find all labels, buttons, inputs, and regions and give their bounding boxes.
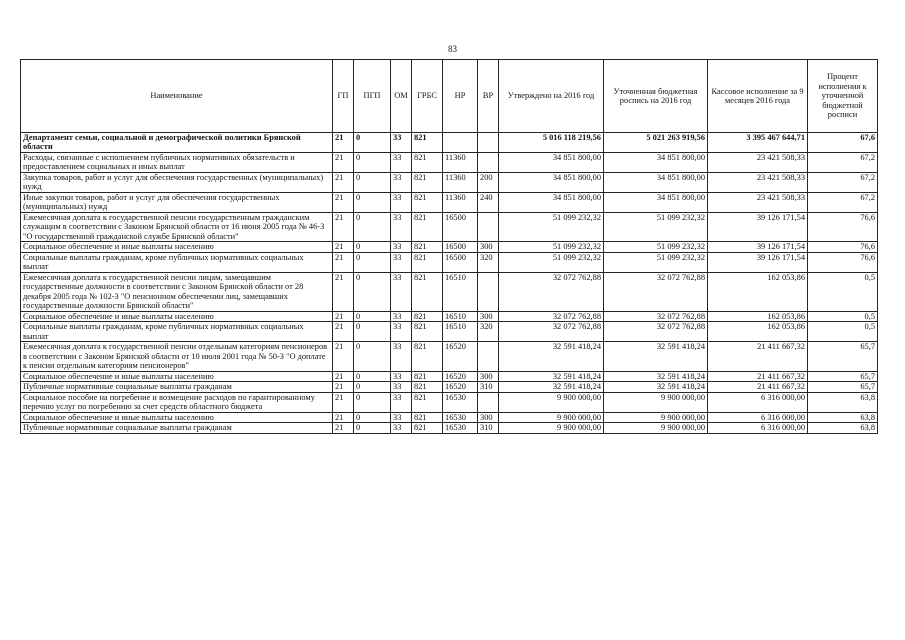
cell-np: 16530 <box>443 412 478 422</box>
cell-vr: 300 <box>478 311 499 321</box>
cell-gp: 21 <box>333 172 354 192</box>
cell-approved: 5 016 118 219,56 <box>499 133 604 153</box>
cell-gp: 21 <box>333 192 354 212</box>
cell-pgp: 0 <box>354 192 391 212</box>
cell-refined: 32 072 762,88 <box>604 272 708 311</box>
cell-pgp: 0 <box>354 412 391 422</box>
cell-cash: 6 316 000,00 <box>708 392 808 412</box>
cell-pgp: 0 <box>354 322 391 342</box>
cell-grbs: 821 <box>412 371 443 381</box>
cell-om: 33 <box>391 272 412 311</box>
cell-om: 33 <box>391 152 412 172</box>
cell-name: Публичные нормативные социальные выплаты гражданам <box>21 382 333 392</box>
cell-vr: 240 <box>478 192 499 212</box>
cell-approved: 51 099 232,32 <box>499 252 604 272</box>
cell-refined: 32 072 762,88 <box>604 311 708 321</box>
cell-approved: 32 591 418,24 <box>499 382 604 392</box>
cell-om: 33 <box>391 311 412 321</box>
cell-vr: 310 <box>478 423 499 433</box>
cell-percent: 0,5 <box>808 272 878 311</box>
cell-om: 33 <box>391 371 412 381</box>
cell-np: 16500 <box>443 252 478 272</box>
table-row <box>21 133 878 153</box>
cell-gp: 21 <box>333 152 354 172</box>
cell-name: Департамент семьи, социальной и демографической политики Брянской области <box>21 133 333 153</box>
cell-vr: 300 <box>478 242 499 252</box>
cell-percent: 65,7 <box>808 371 878 381</box>
cell-cash: 6 316 000,00 <box>708 412 808 422</box>
cell-gp: 21 <box>333 252 354 272</box>
cell-percent: 0,5 <box>808 322 878 342</box>
cell-om: 33 <box>391 133 412 153</box>
header-cash: Кассовое исполнение за 9 месяцев 2016 года <box>708 60 808 133</box>
cell-pgp: 0 <box>354 392 391 412</box>
cell-percent: 0,5 <box>808 311 878 321</box>
cell-percent: 63,8 <box>808 423 878 433</box>
cell-grbs: 821 <box>412 272 443 311</box>
cell-approved: 32 072 762,88 <box>499 272 604 311</box>
cell-cash: 39 126 171,54 <box>708 212 808 241</box>
cell-percent: 76,6 <box>808 242 878 252</box>
header-name: Наименование <box>21 60 333 133</box>
cell-grbs: 821 <box>412 172 443 192</box>
header-pgp: ПГП <box>354 60 391 133</box>
cell-grbs: 821 <box>412 342 443 371</box>
cell-np: 11360 <box>443 192 478 212</box>
cell-gp: 21 <box>333 371 354 381</box>
cell-vr <box>478 272 499 311</box>
table-row <box>21 342 878 371</box>
cell-np: 16510 <box>443 311 478 321</box>
header-vr: ВР <box>478 60 499 133</box>
cell-grbs: 821 <box>412 152 443 172</box>
cell-vr: 300 <box>478 371 499 381</box>
cell-approved: 32 591 418,24 <box>499 371 604 381</box>
cell-om: 33 <box>391 252 412 272</box>
cell-om: 33 <box>391 242 412 252</box>
cell-percent: 65,7 <box>808 382 878 392</box>
cell-om: 33 <box>391 392 412 412</box>
cell-gp: 21 <box>333 412 354 422</box>
header-refined: Уточненная бюджетная роспись на 2016 год <box>604 60 708 133</box>
table-row <box>21 152 878 172</box>
cell-percent: 67,2 <box>808 192 878 212</box>
header-np: НР <box>443 60 478 133</box>
cell-name: Закупка товаров, работ и услуг для обеспечения государственных (муниципальных) нужд <box>21 172 333 192</box>
cell-pgp: 0 <box>354 242 391 252</box>
cell-cash: 39 126 171,54 <box>708 252 808 272</box>
cell-np: 16530 <box>443 392 478 412</box>
cell-np: 16520 <box>443 371 478 381</box>
table-row <box>21 192 878 212</box>
table-row <box>21 412 878 422</box>
cell-cash: 21 411 667,32 <box>708 382 808 392</box>
cell-approved: 34 851 800,00 <box>499 172 604 192</box>
cell-grbs: 821 <box>412 252 443 272</box>
cell-grbs: 821 <box>412 133 443 153</box>
cell-refined: 9 900 000,00 <box>604 423 708 433</box>
cell-np: 16530 <box>443 423 478 433</box>
cell-vr <box>478 212 499 241</box>
header-gp: ГП <box>333 60 354 133</box>
cell-approved: 9 900 000,00 <box>499 423 604 433</box>
cell-pgp: 0 <box>354 382 391 392</box>
cell-grbs: 821 <box>412 192 443 212</box>
cell-cash: 162 053,86 <box>708 311 808 321</box>
cell-om: 33 <box>391 172 412 192</box>
cell-percent: 67,6 <box>808 133 878 153</box>
cell-cash: 21 411 667,32 <box>708 371 808 381</box>
cell-vr <box>478 392 499 412</box>
cell-cash: 162 053,86 <box>708 322 808 342</box>
cell-name: Публичные нормативные социальные выплаты гражданам <box>21 423 333 433</box>
cell-np: 16500 <box>443 212 478 241</box>
cell-pgp: 0 <box>354 272 391 311</box>
cell-vr: 200 <box>478 172 499 192</box>
cell-gp: 21 <box>333 342 354 371</box>
cell-percent: 76,6 <box>808 252 878 272</box>
cell-cash: 21 411 667,32 <box>708 342 808 371</box>
cell-cash: 39 126 171,54 <box>708 242 808 252</box>
cell-gp: 21 <box>333 272 354 311</box>
cell-name: Социальное обеспечение и иные выплаты населению <box>21 242 333 252</box>
cell-approved: 32 591 418,24 <box>499 342 604 371</box>
cell-pgp: 0 <box>354 152 391 172</box>
cell-name: Социальные выплаты гражданам, кроме публичных нормативных социальных выплат <box>21 322 333 342</box>
cell-np: 16520 <box>443 342 478 371</box>
cell-grbs: 821 <box>412 392 443 412</box>
cell-refined: 51 099 232,32 <box>604 212 708 241</box>
cell-om: 33 <box>391 192 412 212</box>
page-number: 83 <box>448 44 457 54</box>
cell-name: Ежемесячная доплата к государственной пенсии государственным гражданским служащим в соответствии с Законом Брянской области от 16 июня 2005 года № 46-З "О государственной гражданской службе Брянской области" <box>21 212 333 241</box>
cell-name: Социальное обеспечение и иные выплаты населению <box>21 311 333 321</box>
cell-pgp: 0 <box>354 342 391 371</box>
cell-vr <box>478 342 499 371</box>
cell-vr <box>478 133 499 153</box>
cell-grbs: 821 <box>412 311 443 321</box>
cell-refined: 5 021 263 919,56 <box>604 133 708 153</box>
cell-refined: 34 851 800,00 <box>604 152 708 172</box>
cell-gp: 21 <box>333 423 354 433</box>
table-header-row <box>21 60 878 133</box>
cell-np: 11360 <box>443 152 478 172</box>
table-row <box>21 311 878 321</box>
cell-vr: 300 <box>478 412 499 422</box>
table-row <box>21 242 878 252</box>
cell-pgp: 0 <box>354 172 391 192</box>
cell-cash: 23 421 508,33 <box>708 152 808 172</box>
header-om: ОМ <box>391 60 412 133</box>
cell-refined: 9 900 000,00 <box>604 412 708 422</box>
header-percent: Процент исполнения к уточненной бюджетной росписи <box>808 60 878 133</box>
table-row <box>21 392 878 412</box>
cell-refined: 32 072 762,88 <box>604 322 708 342</box>
cell-refined: 32 591 418,24 <box>604 342 708 371</box>
cell-vr: 320 <box>478 252 499 272</box>
cell-gp: 21 <box>333 392 354 412</box>
cell-name: Ежемесячная доплата к государственной пенсии лицам, замещавшим государственные должности в соответствии с Законом Брянской области от 28 декабря 2005 года № 102-З "О пенсионном обеспечении лиц, замещавших государственные должности Брянской области" <box>21 272 333 311</box>
cell-name: Ежемесячная доплата к государственной пенсии отдельным категориям пенсионеров в соответствии с Законом Брянской области от 10 июля 2001 года № 50-З "О доплате к пенсии отдельным категориям пенсионеров" <box>21 342 333 371</box>
cell-pgp: 0 <box>354 252 391 272</box>
cell-vr: 310 <box>478 382 499 392</box>
cell-np: 16520 <box>443 382 478 392</box>
cell-grbs: 821 <box>412 382 443 392</box>
cell-name: Социальное обеспечение и иные выплаты населению <box>21 412 333 422</box>
cell-om: 33 <box>391 342 412 371</box>
cell-percent: 63,8 <box>808 412 878 422</box>
cell-np <box>443 133 478 153</box>
cell-pgp: 0 <box>354 371 391 381</box>
cell-gp: 21 <box>333 133 354 153</box>
cell-cash: 3 395 467 644,71 <box>708 133 808 153</box>
cell-om: 33 <box>391 212 412 241</box>
table-row <box>21 172 878 192</box>
cell-name: Социальное обеспечение и иные выплаты населению <box>21 371 333 381</box>
cell-gp: 21 <box>333 242 354 252</box>
cell-pgp: 0 <box>354 133 391 153</box>
table-row <box>21 423 878 433</box>
cell-pgp: 0 <box>354 423 391 433</box>
cell-om: 33 <box>391 322 412 342</box>
cell-percent: 67,2 <box>808 172 878 192</box>
cell-approved: 9 900 000,00 <box>499 412 604 422</box>
cell-cash: 162 053,86 <box>708 272 808 311</box>
cell-grbs: 821 <box>412 322 443 342</box>
cell-np: 16510 <box>443 322 478 342</box>
cell-approved: 51 099 232,32 <box>499 242 604 252</box>
cell-approved: 32 072 762,88 <box>499 322 604 342</box>
cell-vr <box>478 152 499 172</box>
cell-om: 33 <box>391 423 412 433</box>
table-row <box>21 322 878 342</box>
cell-om: 33 <box>391 382 412 392</box>
cell-percent: 65,7 <box>808 342 878 371</box>
cell-grbs: 821 <box>412 412 443 422</box>
cell-refined: 51 099 232,32 <box>604 242 708 252</box>
cell-name: Социальное пособие на погребение и возмещение расходов по гарантированному перечню услуг по погребению за счет средств областного бюджета <box>21 392 333 412</box>
cell-refined: 51 099 232,32 <box>604 252 708 272</box>
cell-vr: 320 <box>478 322 499 342</box>
cell-np: 16510 <box>443 272 478 311</box>
cell-pgp: 0 <box>354 311 391 321</box>
table-row <box>21 212 878 241</box>
cell-name: Социальные выплаты гражданам, кроме публичных нормативных социальных выплат <box>21 252 333 272</box>
cell-refined: 9 900 000,00 <box>604 392 708 412</box>
table-row <box>21 272 878 311</box>
cell-gp: 21 <box>333 322 354 342</box>
cell-gp: 21 <box>333 311 354 321</box>
cell-pgp: 0 <box>354 212 391 241</box>
cell-grbs: 821 <box>412 423 443 433</box>
cell-cash: 23 421 508,33 <box>708 192 808 212</box>
table-row <box>21 382 878 392</box>
cell-refined: 32 591 418,24 <box>604 371 708 381</box>
header-approved: Утверждено на 2016 год <box>499 60 604 133</box>
cell-approved: 51 099 232,32 <box>499 212 604 241</box>
cell-percent: 76,6 <box>808 212 878 241</box>
table-row <box>21 371 878 381</box>
cell-grbs: 821 <box>412 242 443 252</box>
cell-np: 16500 <box>443 242 478 252</box>
cell-percent: 67,2 <box>808 152 878 172</box>
cell-approved: 9 900 000,00 <box>499 392 604 412</box>
cell-approved: 32 072 762,88 <box>499 311 604 321</box>
cell-percent: 63,8 <box>808 392 878 412</box>
cell-refined: 34 851 800,00 <box>604 192 708 212</box>
cell-approved: 34 851 800,00 <box>499 192 604 212</box>
table-row <box>21 252 878 272</box>
cell-gp: 21 <box>333 212 354 241</box>
table-body <box>21 133 878 434</box>
cell-refined: 32 591 418,24 <box>604 382 708 392</box>
cell-cash: 6 316 000,00 <box>708 423 808 433</box>
cell-name: Расходы, связанные с исполнением публичных нормативных обязательств и предоставлением социальных и иных выплат <box>21 152 333 172</box>
header-grbs: ГРБС <box>412 60 443 133</box>
cell-om: 33 <box>391 412 412 422</box>
cell-refined: 34 851 800,00 <box>604 172 708 192</box>
budget-table <box>20 59 878 434</box>
cell-approved: 34 851 800,00 <box>499 152 604 172</box>
cell-cash: 23 421 508,33 <box>708 172 808 192</box>
cell-grbs: 821 <box>412 212 443 241</box>
cell-name: Иные закупки товаров, работ и услуг для обеспечения государственных (муниципальных) нужд <box>21 192 333 212</box>
cell-np: 11360 <box>443 172 478 192</box>
cell-gp: 21 <box>333 382 354 392</box>
